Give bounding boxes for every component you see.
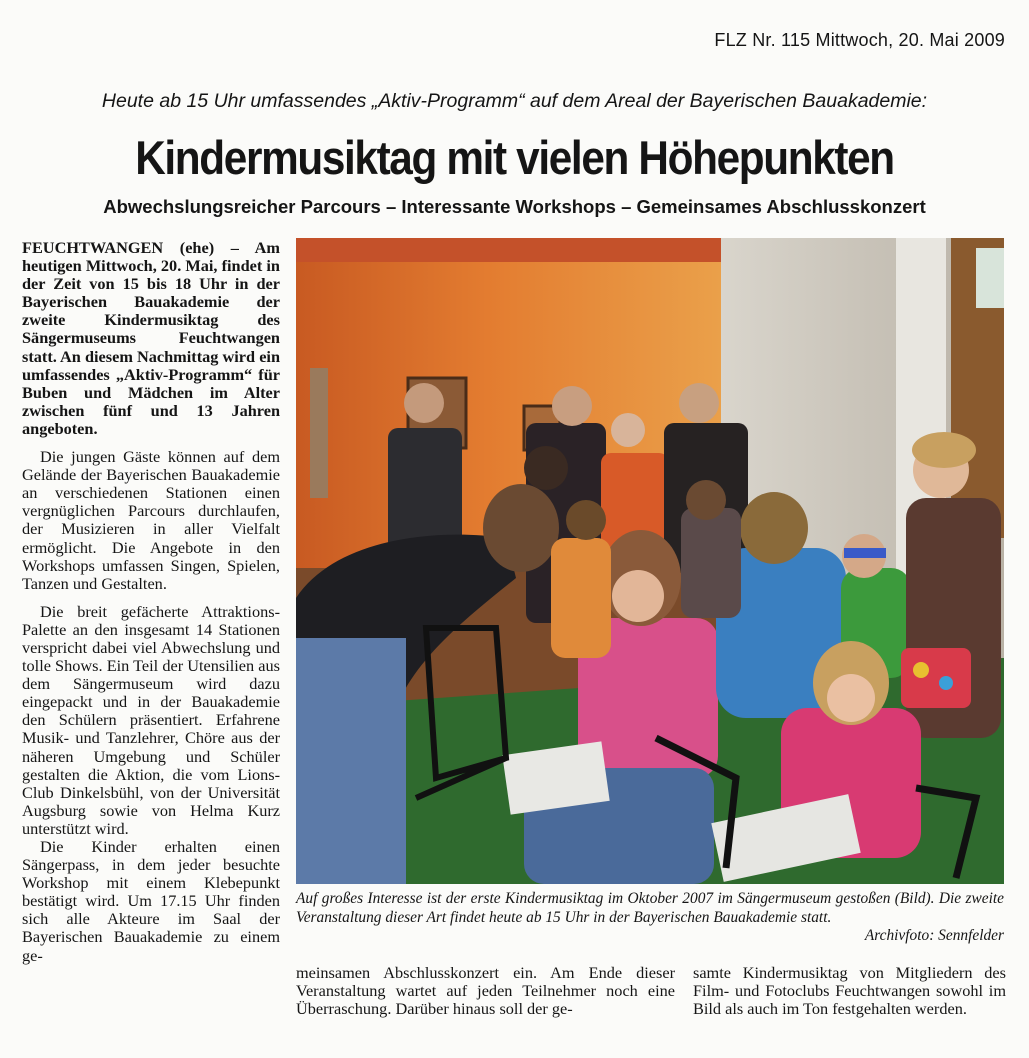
article-photo [296,238,1004,884]
lead-paragraph: FEUCHTWANGEN (ehe) – Am heutigen Mittwoch, 20. Mai, findet in der Zeit von 15 bis 18 Uhr in der Bayerischen Bauakademie der zweite Kindermusiktag des Sängermuseums Feuchtwangen statt. An diesem Nachmittag wird ein umfassendes „Aktiv-Programm“ für Buben und Mädchen im Alter zwischen fünf und 13 Jahren angeboten. [22,238,280,438]
article-column-2 [296,964,675,1018]
article-column-1 [22,239,280,965]
masthead: FLZ Nr. 115 Mittwoch, 20. Mai 2009 [714,30,1005,50]
body-paragraph-1: Die jungen Gäste können auf dem Gelände der Bayerischen Bauakademie an verschiedenen Stationen einen vergnüglichen Parcours durchlaufen, der Musizieren in aller Vielfalt ermöglicht. Die Angebote in den Workshops umfassen Singen, Spielen, Tanzen und Gestalten. [22,447,280,593]
body-paragraph-3-end: samte Kindermusiktag von Mitgliedern des Film- und Fotoclubs Feuchtwangen sowohl im Bild als auch im Ton festgehalten werden. [693,963,1006,1019]
headline: Kindermusiktag mit vielen Höhepunkten [135,131,894,184]
body-paragraph-2: Die breit gefächerte Attraktions-Palette an den insgesamt 14 Stationen verspricht dabei viel Abwechslung und tolle Shows. Ein Teil der Utensilien aus dem Sängermuseum wird dazu eingepackt und in der Bauakademie den Schülern präsentiert. Erfahrene Musik- und Tanzlehrer, Chöre aus der näheren Umgebung und Schüler gestalten die Aktion, die vom Lions-Club Dinkelsbühl, von der Universität Augsburg sowie von Helma Kurz unterstützt wird. [22,601,280,838]
photo-caption [296,890,1004,946]
body-paragraph-3: Die Kinder erhalten einen Sängerpass, in dem jeder besuchte Workshop mit einem Klebepunkt bestätigt wird. Um 17.15 Uhr finden sich alle Akteure im Saal der Bayerischen Bauakademie zu einem ge- [22,837,280,965]
kicker-line: Heute ab 15 Uhr umfassendes „Aktiv-Programm“ auf dem Areal der Bayerischen Bauakademie: [101,90,928,112]
photo-credit: Archivfoto: Sennfelder [864,927,1004,944]
body-paragraph-3-continued: meinsamen Abschlusskonzert ein. Am Ende dieser Veranstaltung wartet auf jeden Teilnehmer noch eine Überraschung. Darüber hinaus soll der ge- [296,963,675,1019]
article-column-3 [693,964,1006,1018]
subheadline: Abwechslungsreicher Parcours – Interessante Workshops – Gemeinsames Abschlusskonzert [103,196,926,217]
caption-text: Auf großes Interesse ist der erste Kindermusiktag im Oktober 2007 im Sängermuseum gestoßen (Bild). Die zweite Veranstaltung dieser Art findet heute ab 15 Uhr in der Bayerischen Bauakademie statt. [296,890,1004,926]
